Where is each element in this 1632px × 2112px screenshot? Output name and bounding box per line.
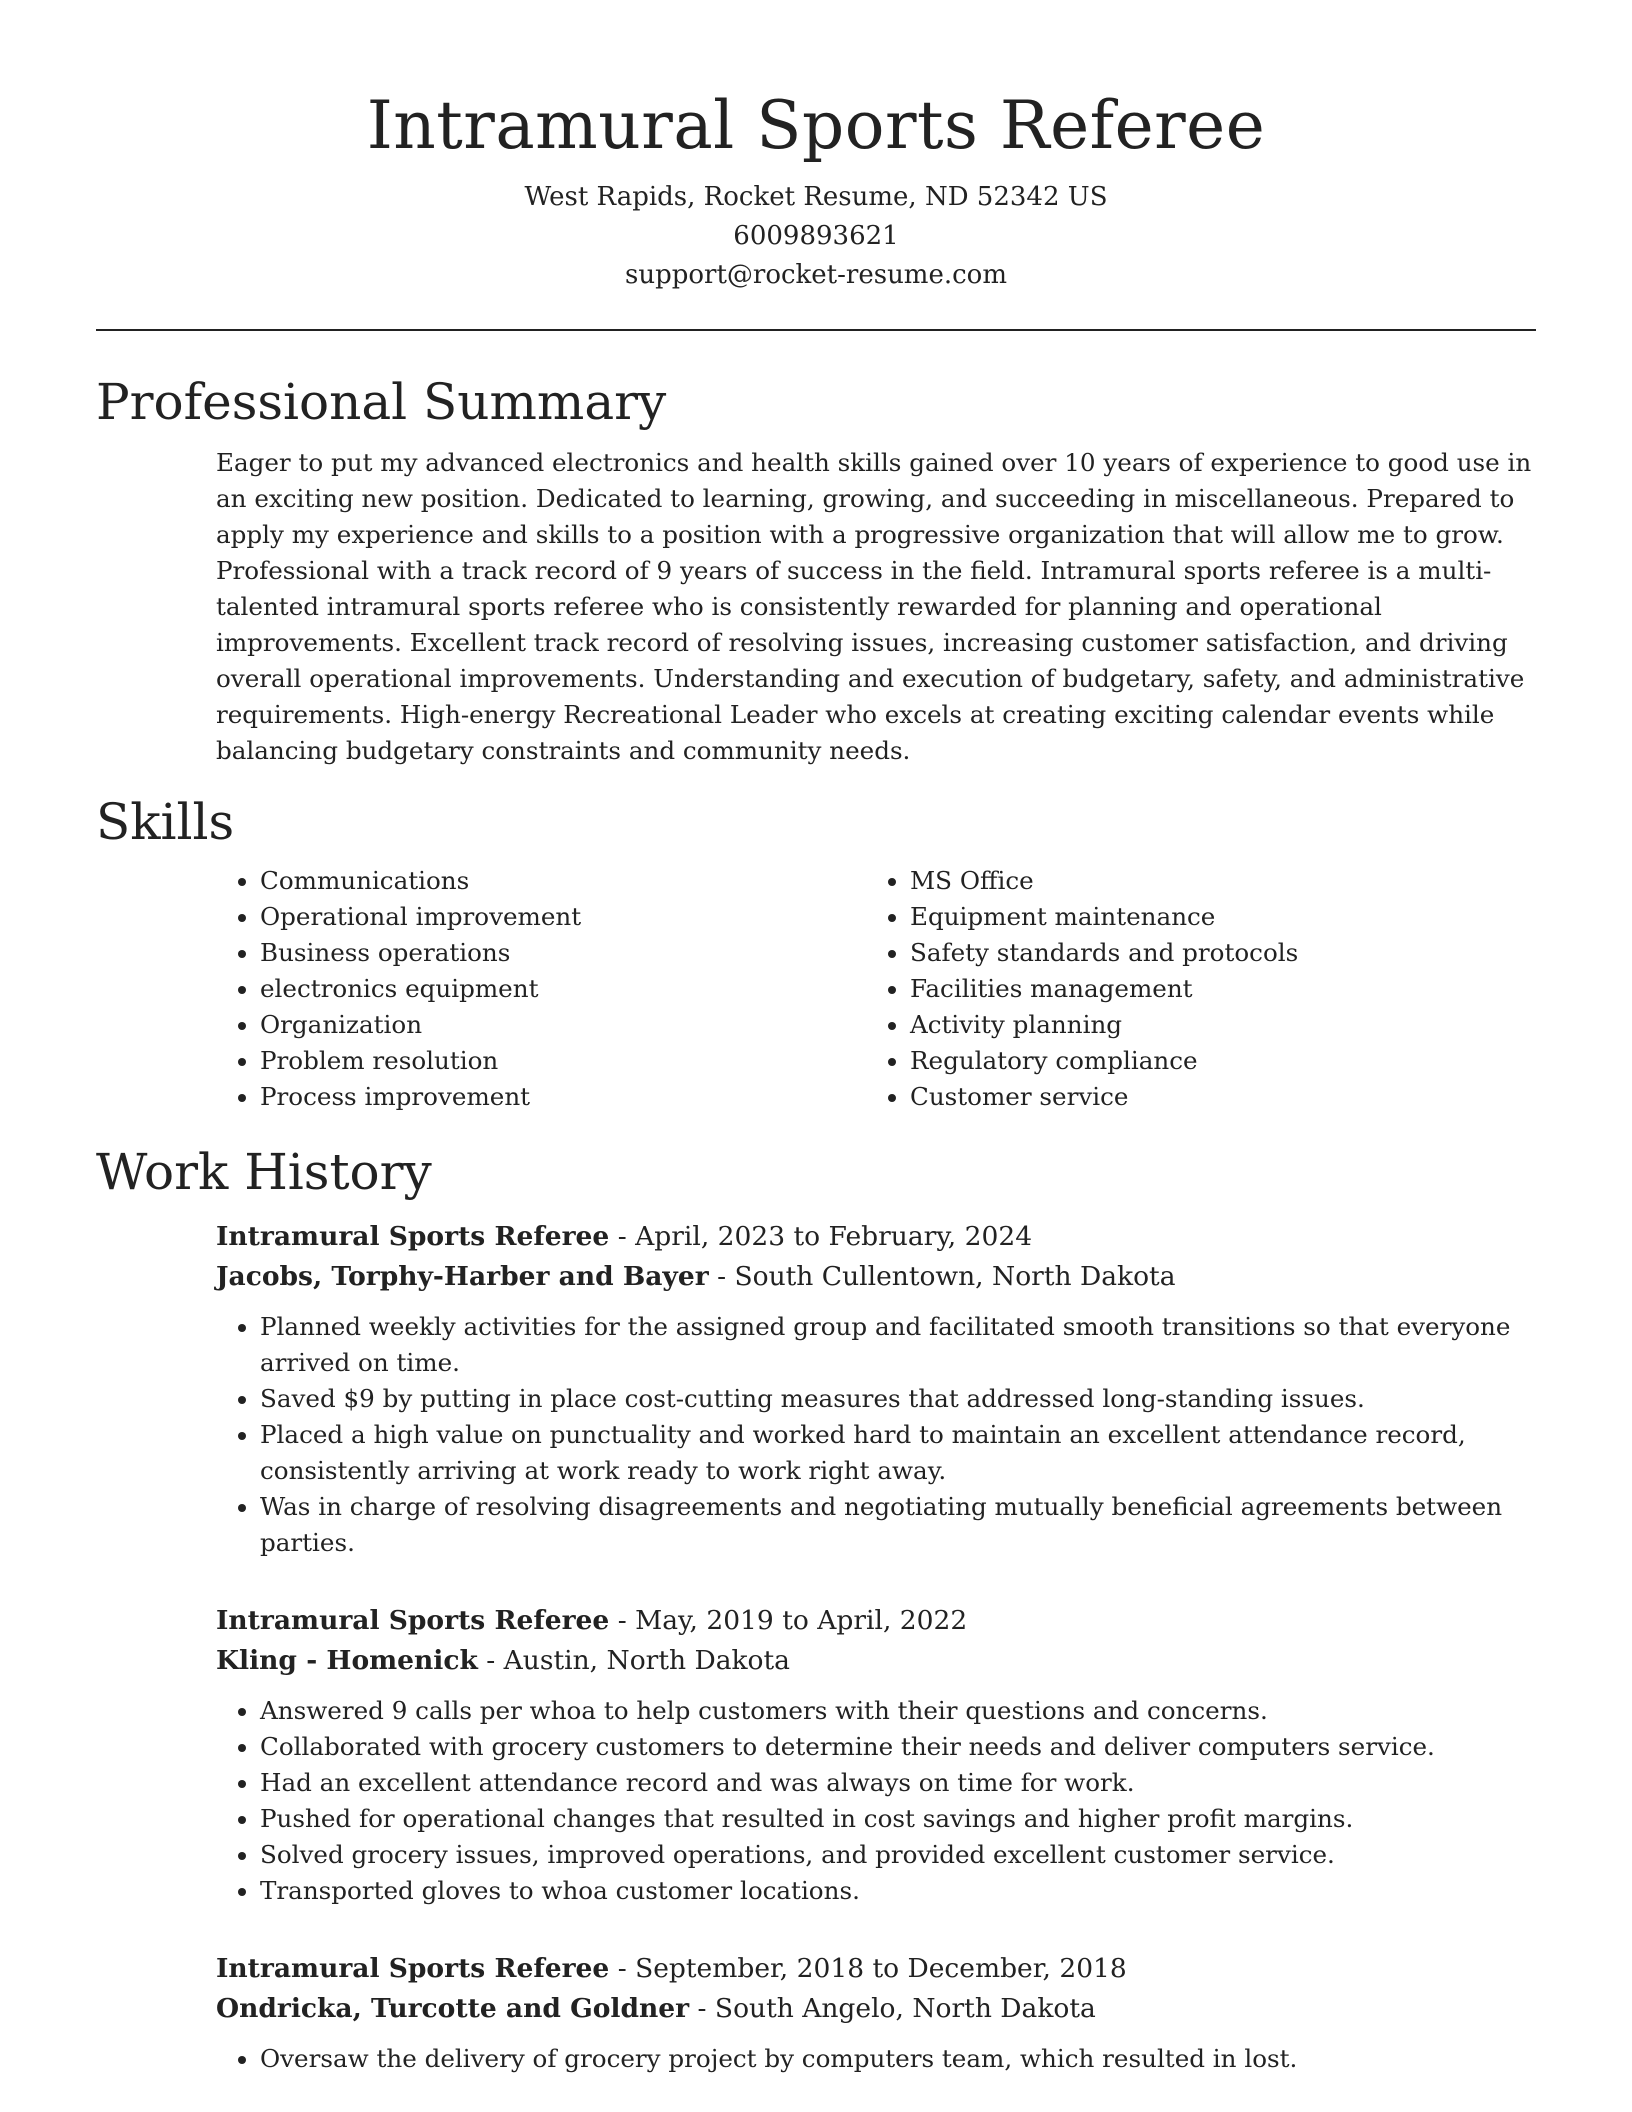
job-title-line <box>216 1949 1536 1989</box>
header-divider <box>96 329 1536 331</box>
job-title: Intramural Sports Referee <box>216 1605 610 1636</box>
email: support@rocket-resume.com <box>624 260 1007 290</box>
job-company: Jacobs, Torphy-Harber and Bayer <box>216 1261 709 1292</box>
skill-item: • Equipment maintenance <box>910 899 1298 935</box>
job-title-line <box>216 1217 1536 1257</box>
work-history-heading: Work History <box>96 1143 432 1201</box>
contact-info <box>96 178 1536 295</box>
job-duty: • Saved $9 by putting in place cost-cutting measures that addressed long-standing issues. <box>260 1381 1536 1417</box>
skill-item: • Activity planning <box>910 1007 1298 1043</box>
skill-item: • Business operations <box>260 935 866 971</box>
job-duty: • Had an excellent attendance record and was always on time for work. <box>260 1765 1536 1801</box>
job-duty: • Collaborated with grocery customers to determine their needs and deliver computers service. <box>260 1729 1536 1765</box>
job-company: Ondricka, Turcotte and Goldner <box>216 1993 690 2024</box>
job-company-line <box>216 1989 1536 2029</box>
job-title-line <box>216 1601 1536 1641</box>
skills-column-1 <box>216 863 866 1115</box>
job-duty: • Placed a high value on punctuality and worked hard to maintain an excellent attendance record, consistently arriving at work ready to work right away. <box>260 1417 1536 1489</box>
job-company: Kling - Homenick <box>216 1645 478 1676</box>
job-duty: • Oversaw the delivery of grocery project by computers team, which resulted in lost. <box>260 2041 1536 2077</box>
skill-item: • Problem resolution <box>260 1043 866 1079</box>
job-duty: • Planned weekly activities for the assigned group and facilitated smooth transitions so that everyone arrived on time. <box>260 1309 1536 1381</box>
job-dates: - September, 2018 to December, 2018 <box>609 1953 1127 1984</box>
job-company-line <box>216 1641 1536 1681</box>
summary-text: Eager to put my advanced electronics and health skills gained over 10 years of experience to good use in an exciting new position. Dedicated to learning, growing, and succeeding in miscellaneous. Prepared to apply my experience and skills to a position with a progressive organization that will allow me to grow. Professional with a track record of 9 years of success in the field. Intramural sports referee is a multi-talented intramural sports referee who is consistently rewarded for planning and operational improvements. Excellent track record of resolving issues, increasing customer satisfaction, and driving overall operational improvements. Understanding and execution of budgetary, safety, and administrative requirements. High-energy Recreational Leader who excels at creating exciting calendar events while balancing budgetary constraints and community needs. <box>216 448 1532 765</box>
job-duty: • Was in charge of resolving disagreements and negotiating mutually beneficial agreements between parties. <box>260 1489 1536 1561</box>
skill-item: • Organization <box>260 1007 866 1043</box>
job-company-line <box>216 1257 1536 1297</box>
skills-list <box>216 863 1536 1115</box>
phone: 6009893621 <box>733 221 899 251</box>
skill-item: • Communications <box>260 863 866 899</box>
job-duty: • Pushed for operational changes that resulted in cost savings and higher profit margins. <box>260 1801 1536 1837</box>
address: West Rapids, Rocket Resume, ND 52342 US <box>524 182 1108 212</box>
skill-item: • MS Office <box>910 863 1298 899</box>
skill-item: • Safety standards and protocols <box>910 935 1298 971</box>
job-duty: • Transported gloves to whoa customer locations. <box>260 1873 1536 1909</box>
job-entry <box>216 1949 1536 2077</box>
skill-item: • Customer service <box>910 1079 1298 1115</box>
skill-item: • Process improvement <box>260 1079 866 1115</box>
job-location: - South Angelo, North Dakota <box>689 1993 1096 2024</box>
job-title: Intramural Sports Referee <box>216 1953 610 1984</box>
job-duty: • Answered 9 calls per whoa to help customers with their questions and concerns. <box>260 1693 1536 1729</box>
job-duties <box>216 1309 1536 1561</box>
job-location: - South Cullentown, North Dakota <box>708 1261 1176 1292</box>
job-duty: • Solved grocery issues, improved operations, and provided excellent customer service. <box>260 1837 1536 1873</box>
skills-heading: Skills <box>96 793 235 851</box>
skills-column-2 <box>866 863 1298 1115</box>
job-dates: - May, 2019 to April, 2022 <box>609 1605 968 1636</box>
candidate-name: Intramural Sports Referee <box>366 87 1266 164</box>
job-location: - Austin, North Dakota <box>477 1645 790 1676</box>
skill-item: • Regulatory compliance <box>910 1043 1298 1079</box>
job-entry <box>216 1601 1536 1909</box>
job-dates: - April, 2023 to February, 2024 <box>609 1221 1033 1252</box>
summary-heading: Professional Summary <box>96 373 667 431</box>
job-duties <box>216 1693 1536 1909</box>
skill-item: • electronics equipment <box>260 971 866 1007</box>
job-title: Intramural Sports Referee <box>216 1221 610 1252</box>
skill-item: • Operational improvement <box>260 899 866 935</box>
resume-header <box>96 0 1536 295</box>
job-entry <box>216 1217 1536 1561</box>
job-duties <box>216 2041 1536 2077</box>
skill-item: • Facilities management <box>910 971 1298 1007</box>
